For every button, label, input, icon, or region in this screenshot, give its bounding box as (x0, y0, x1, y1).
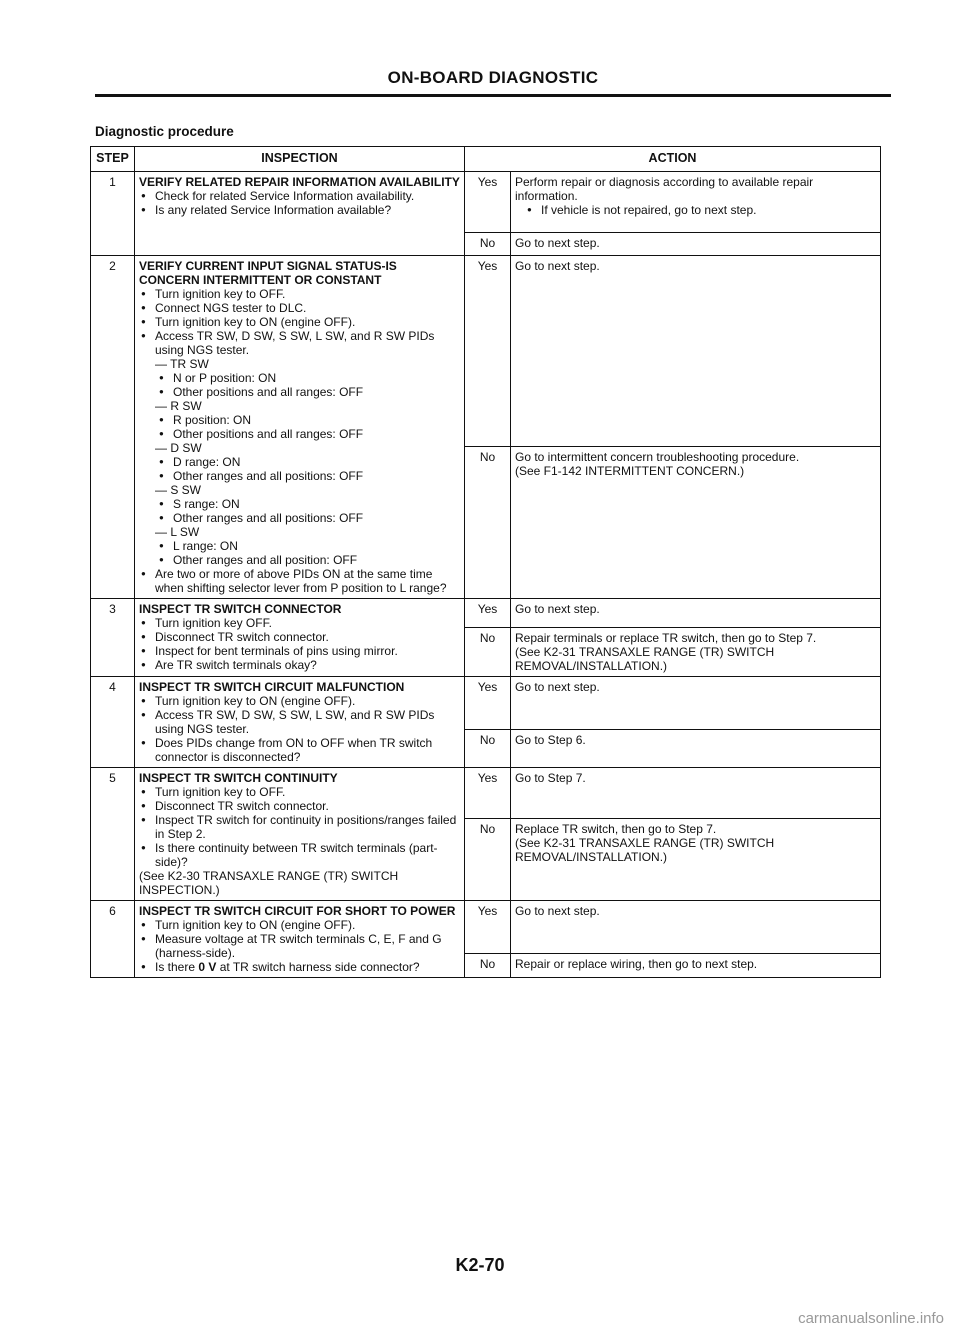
answer-yes: Yes (465, 599, 511, 628)
step-title: INSPECT TR SWITCH CONNECTOR (139, 602, 342, 616)
step-number: 5 (91, 768, 135, 901)
action-text: Repair or replace wiring, then go to next step. (511, 954, 881, 978)
step-number: 6 (91, 901, 135, 978)
action-text: Go to Step 7. (511, 768, 881, 819)
pid-condition: ● Other positions and all ranges: OFF (139, 385, 460, 399)
inspection-item: ● Access TR SW, D SW, S SW, L SW, and R SW PIDs using NGS tester. (139, 708, 460, 736)
pid-condition: ● Other ranges and all positions: OFF (139, 511, 460, 525)
pid-condition: ● Other ranges and all positions: OFF (139, 469, 460, 483)
table-header-row (91, 147, 881, 172)
inspection-item: ● Is any related Service Information available? (139, 203, 460, 217)
step-number: 1 (91, 172, 135, 256)
answer-no: No (465, 233, 511, 256)
inspection-item: ● Is there continuity between TR switch terminals (part-side)? (139, 841, 460, 869)
inspection-item: ● Inspect for bent terminals of pins using mirror. (139, 644, 460, 658)
inspection-item: ● Measure voltage at TR switch terminals C, E, F and G (harness-side). (139, 932, 460, 960)
action-text: Go to Step 6. (511, 730, 881, 768)
action-reference: (See K2-31 TRANSAXLE RANGE (TR) SWITCH REMOVAL/INSTALLATION.) (515, 836, 775, 864)
action-cell (511, 172, 881, 233)
pid-condition: ● Other positions and all ranges: OFF (139, 427, 460, 441)
inspection-reference: (See K2-30 TRANSAXLE RANGE (TR) SWITCH INSPECTION.) (139, 869, 399, 897)
inspection-item: ● Check for related Service Information availability. (139, 189, 460, 203)
page-header-title: ON-BOARD DIAGNOSTIC (387, 68, 599, 87)
action-text: Go to next step. (511, 677, 881, 730)
inspection-item: ● Turn ignition key to OFF. (139, 785, 460, 799)
answer-yes: Yes (465, 677, 511, 730)
step-number: 3 (91, 599, 135, 677)
inspection-item: ● Are two or more of above PIDs ON at the same time when shifting selector lever from P position to L range? (139, 567, 460, 595)
inspection-item: ● Turn ignition key to ON (engine OFF). (139, 694, 460, 708)
inspection-item: ● Turn ignition key to ON (engine OFF). (139, 918, 460, 932)
step-title: INSPECT TR SWITCH CIRCUIT FOR SHORT TO POWER (139, 904, 456, 918)
action-text: Replace TR switch, then go to Step 7. (515, 822, 717, 836)
pid-condition: ● N or P position: ON (139, 371, 460, 385)
watermark: carmanualsonline.info (798, 1310, 944, 1327)
inspection-item: ● Are TR switch terminals okay? (139, 658, 460, 672)
action-reference: (See F1-142 INTERMITTENT CONCERN.) (515, 464, 745, 478)
action-cell (511, 819, 881, 901)
action-text: Go to next step. (511, 599, 881, 628)
pid-condition: ● R position: ON (139, 413, 460, 427)
answer-no: No (465, 730, 511, 768)
answer-no: No (465, 447, 511, 599)
pid-label: — D SW (155, 441, 202, 455)
inspection-item: ● Turn ignition key to ON (engine OFF). (139, 315, 460, 329)
action-text: Go to intermittent concern troubleshooting procedure. (515, 450, 800, 464)
diagnostic-table (90, 146, 881, 978)
table-row (91, 256, 881, 447)
pid-label: — R SW (155, 399, 202, 413)
inspection-cell (135, 172, 465, 256)
pid-condition: ● L range: ON (139, 539, 460, 553)
action-text: Repair terminals or replace TR switch, then go to Step 7. (515, 631, 817, 645)
inspection-cell (135, 677, 465, 768)
inspection-item: ● Disconnect TR switch connector. (139, 630, 460, 644)
answer-yes: Yes (465, 901, 511, 954)
answer-yes: Yes (465, 172, 511, 233)
header-action: ACTION (465, 147, 881, 172)
inspection-item: ● Disconnect TR switch connector. (139, 799, 460, 813)
answer-no: No (465, 628, 511, 677)
header-step: STEP (91, 147, 135, 172)
answer-no: No (465, 954, 511, 978)
inspection-cell (135, 768, 465, 901)
inspection-cell (135, 599, 465, 677)
header-inspection: INSPECTION (135, 147, 465, 172)
action-cell (511, 447, 881, 599)
answer-yes: Yes (465, 768, 511, 819)
inspection-item: ● Inspect TR switch for continuity in positions/ranges failed in Step 2. (139, 813, 460, 841)
action-item: ● If vehicle is not repaired, go to next step. (515, 203, 876, 217)
answer-no: No (465, 819, 511, 901)
page-number: K2-70 (455, 1255, 505, 1275)
action-text: Go to next step. (511, 901, 881, 954)
action-reference: (See K2-31 TRANSAXLE RANGE (TR) SWITCH REMOVAL/INSTALLATION.) (515, 645, 775, 673)
step-number: 4 (91, 677, 135, 768)
table-row (91, 901, 881, 954)
action-text: Go to next step. (511, 256, 881, 447)
inspection-item-text: at TR switch harness side connector? (216, 960, 420, 974)
pid-condition: ● D range: ON (139, 455, 460, 469)
inspection-item: ● Does PIDs change from ON to OFF when TR switch connector is disconnected? (139, 736, 460, 764)
inspection-cell (135, 256, 465, 599)
page-header (95, 68, 891, 97)
action-cell (511, 628, 881, 677)
pid-condition: ● S range: ON (139, 497, 460, 511)
answer-yes: Yes (465, 256, 511, 447)
step-title: VERIFY CURRENT INPUT SIGNAL STATUS-IS CONCERN INTERMITTENT OR CONSTANT (139, 259, 397, 287)
inspection-cell (135, 901, 465, 978)
section-title: Diagnostic procedure (95, 124, 234, 139)
table-row (91, 172, 881, 233)
table-row (91, 768, 881, 819)
step-number: 2 (91, 256, 135, 599)
pid-label: — TR SW (155, 357, 209, 371)
inspection-item: ● Access TR SW, D SW, S SW, L SW, and R SW PIDs using NGS tester. (139, 329, 460, 357)
inspection-item-text: Is there (155, 960, 199, 974)
table-row (91, 599, 881, 628)
pid-label: — L SW (155, 525, 200, 539)
action-text: Go to next step. (511, 233, 881, 256)
pid-condition: ● Other ranges and all position: OFF (139, 553, 460, 567)
step-title: INSPECT TR SWITCH CONTINUITY (139, 771, 338, 785)
action-text: Perform repair or diagnosis according to available repair information. (515, 175, 814, 203)
table-row (91, 677, 881, 730)
inspection-item (139, 960, 460, 974)
pid-label: — S SW (155, 483, 202, 497)
inspection-item: ● Turn ignition key OFF. (139, 616, 460, 630)
voltage-value: 0 V (198, 960, 217, 974)
step-title: INSPECT TR SWITCH CIRCUIT MALFUNCTION (139, 680, 405, 694)
inspection-item: ● Connect NGS tester to DLC. (139, 301, 460, 315)
step-title: VERIFY RELATED REPAIR INFORMATION AVAILABILITY (139, 175, 460, 189)
inspection-item: ● Turn ignition key to OFF. (139, 287, 460, 301)
